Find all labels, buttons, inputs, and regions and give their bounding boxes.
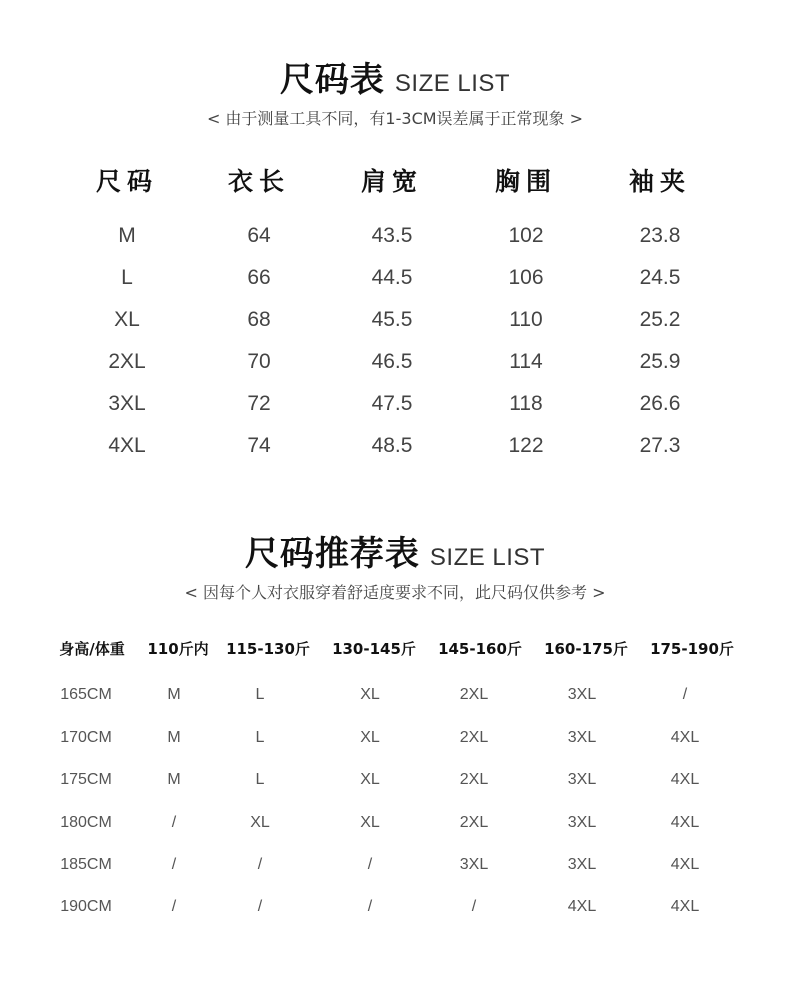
size-cell: /: [367, 856, 373, 873]
size-cell: /: [682, 686, 688, 703]
size-cell: 3XL: [567, 729, 597, 746]
length-cell: 74: [247, 434, 271, 457]
size-cell: 3XL: [567, 771, 597, 788]
armhole-cell: 26.6: [639, 392, 681, 415]
armhole-cell: 23.8: [639, 224, 681, 247]
size-cell: L: [121, 266, 133, 289]
height-cell: 180CM: [60, 814, 112, 831]
height-cell: 170CM: [60, 729, 112, 746]
size-cell: 2XL: [459, 686, 489, 703]
size-list-title: [0, 52, 790, 101]
armhole-cell: 25.9: [639, 350, 681, 373]
size-cell: /: [367, 898, 373, 915]
size-cell: XL: [114, 308, 140, 331]
size-cell: 3XL: [459, 856, 489, 873]
chest-cell: 114: [509, 350, 543, 373]
size-cell: XL: [360, 814, 380, 831]
size-cell: 4XL: [670, 814, 700, 831]
recommend-header-height-weight: 身高/体重: [59, 640, 125, 658]
size-cell: M: [118, 224, 136, 247]
table-row: [0, 224, 790, 264]
shoulder-cell: 48.5: [371, 434, 413, 457]
size-cell: /: [171, 814, 177, 831]
armhole-cell: 25.2: [639, 308, 681, 331]
size-cell: 3XL: [567, 686, 597, 703]
table-row: [0, 350, 790, 390]
size-cell: L: [255, 771, 265, 788]
table-row: [0, 434, 790, 474]
size-cell: 4XL: [670, 771, 700, 788]
size-cell: /: [171, 856, 177, 873]
chest-cell: 122: [508, 434, 544, 457]
shoulder-cell: 46.5: [371, 350, 413, 373]
table-row: [0, 686, 790, 716]
height-cell: 165CM: [60, 686, 112, 703]
size-cell: 3XL: [567, 856, 597, 873]
size-cell: /: [471, 898, 477, 915]
shoulder-cell: 43.5: [371, 224, 413, 247]
chest-cell: 110: [509, 308, 543, 331]
size-cell: 4XL: [567, 898, 597, 915]
recommend-subtitle: < 因每个人对衣服穿着舒适度要求不同，此尺码仅供参考 >: [184, 583, 606, 602]
size-cell: 4XL: [670, 856, 700, 873]
chest-cell: 102: [508, 224, 544, 247]
table-row: [0, 266, 790, 306]
size-header-armhole: 袖夹: [628, 167, 691, 196]
size-cell: M: [167, 771, 181, 788]
size-header-shoulder: 肩宽: [360, 167, 423, 196]
size-cell: 4XL: [108, 434, 146, 457]
length-cell: 66: [247, 266, 271, 289]
size-cell: 4XL: [670, 729, 700, 746]
size-cell: L: [255, 686, 265, 703]
recommend-header-weight-range: 110斤内: [147, 640, 209, 658]
size-header-chest: 胸围: [494, 167, 557, 196]
table-row: [0, 308, 790, 348]
size-header-size: 尺码: [95, 167, 158, 196]
shoulder-cell: 44.5: [371, 266, 413, 289]
size-cell: XL: [250, 814, 270, 831]
size-cell: 2XL: [459, 771, 489, 788]
size-cell: 3XL: [567, 814, 597, 831]
size-cell: /: [257, 898, 263, 915]
size-header-length: 衣长: [227, 167, 290, 196]
table-row: [0, 898, 790, 928]
recommend-header-weight-range: 115-130斤: [226, 640, 310, 658]
recommend-title: [0, 526, 790, 575]
shoulder-cell: 45.5: [371, 308, 413, 331]
size-table-header: [0, 162, 790, 202]
size-cell: /: [257, 856, 263, 873]
length-cell: 72: [247, 392, 271, 415]
shoulder-cell: 47.5: [371, 392, 413, 415]
table-row: [0, 729, 790, 759]
table-row: [0, 392, 790, 432]
size-cell: L: [255, 729, 265, 746]
recommend-title-en: SIZE LIST: [429, 544, 546, 571]
armhole-cell: 27.3: [639, 434, 681, 457]
size-cell: 2XL: [459, 814, 489, 831]
length-cell: 68: [247, 308, 271, 331]
armhole-cell: 24.5: [639, 266, 681, 289]
size-list-title-cn: 尺码表: [279, 60, 385, 100]
size-cell: XL: [360, 686, 380, 703]
recommend-title-cn: 尺码推荐表: [244, 534, 420, 574]
size-cell: M: [167, 729, 181, 746]
chest-cell: 106: [508, 266, 544, 289]
recommend-header-weight-range: 160-175斤: [544, 640, 628, 658]
recommend-header-weight-range: 130-145斤: [332, 640, 416, 658]
height-cell: 175CM: [60, 771, 112, 788]
table-row: [0, 856, 790, 886]
recommend-table-header: [0, 638, 790, 666]
length-cell: 64: [247, 224, 271, 247]
size-cell: XL: [360, 729, 380, 746]
size-list-subtitle: < 由于测量工具不同，有1-3CM误差属于正常现象 >: [206, 109, 584, 128]
size-list-title-en: SIZE LIST: [394, 70, 511, 97]
size-cell: 2XL: [108, 350, 146, 373]
size-cell: XL: [360, 771, 380, 788]
table-row: [0, 771, 790, 801]
size-cell: 4XL: [670, 898, 700, 915]
height-cell: 185CM: [60, 856, 112, 873]
size-cell: M: [167, 686, 181, 703]
size-cell: 2XL: [459, 729, 489, 746]
recommend-header-weight-range: 145-160斤: [438, 640, 522, 658]
table-row: [0, 814, 790, 844]
recommend-header-weight-range: 175-190斤: [650, 640, 734, 658]
size-cell: /: [171, 898, 177, 915]
length-cell: 70: [247, 350, 271, 373]
size-cell: 3XL: [108, 392, 146, 415]
chest-cell: 118: [509, 392, 543, 415]
height-cell: 190CM: [60, 898, 112, 915]
